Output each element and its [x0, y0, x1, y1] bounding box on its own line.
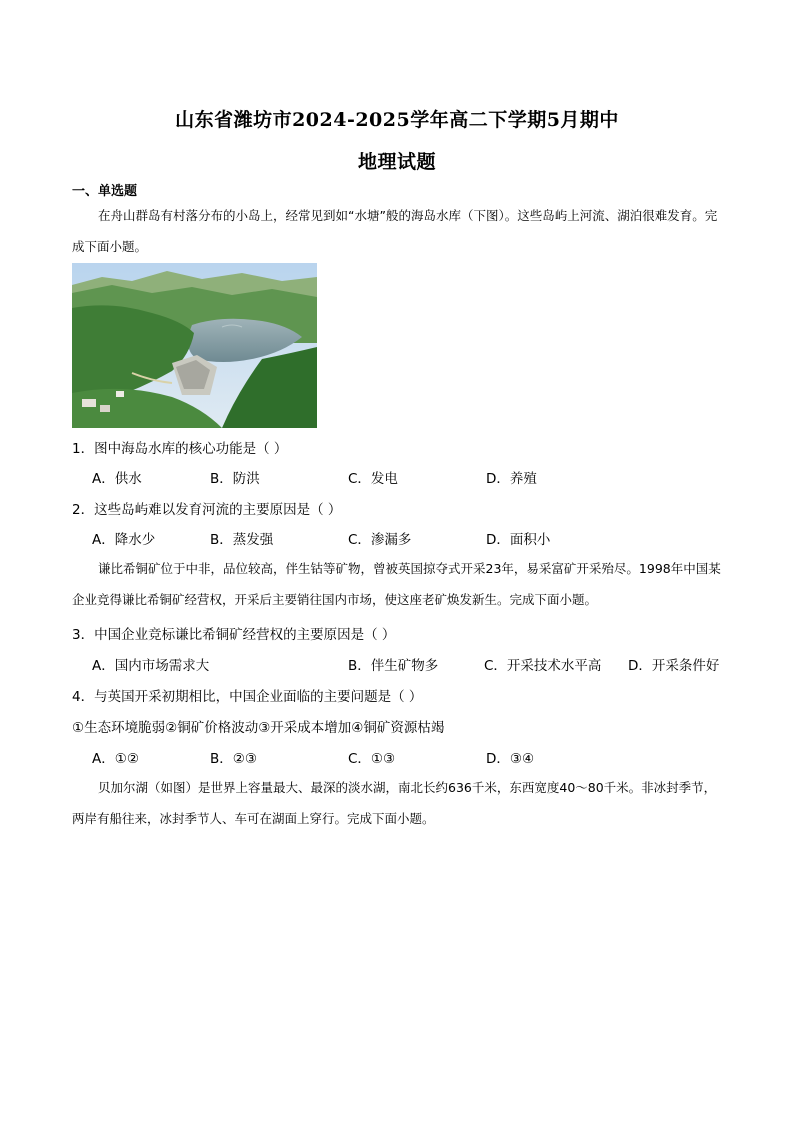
q4-option-a[interactable]: A．①②: [92, 751, 139, 767]
q2-option-c[interactable]: C．渗漏多: [348, 532, 412, 548]
question-4-stem: 4．与英国开采初期相比，中国企业面临的主要问题是（ ）: [72, 689, 423, 705]
q1-option-c[interactable]: C．发电: [348, 471, 398, 487]
q3-option-a[interactable]: A．国内市场需求大: [92, 658, 210, 674]
section-heading: 一、单选题: [72, 184, 138, 199]
q4-option-d[interactable]: D．③④: [486, 751, 535, 767]
passage-island-reservoir: 在舟山群岛有村落分布的小岛上，经常见到如“水塘”般的海岛水库（下图）。这些岛屿上河流、湖泊很难发育。完成下面小题。: [72, 208, 718, 254]
q3-option-c[interactable]: C．开采技术水平高: [484, 658, 602, 674]
reservoir-landscape-image: [72, 263, 317, 428]
question-3-stem: 3．中国企业竞标谦比希铜矿经营权的主要原因是（ ）: [72, 627, 396, 643]
q2-option-b[interactable]: B．蒸发强: [210, 532, 274, 548]
passage-copper-mine: 谦比希铜矿位于中非，品位较高，伴生钴等矿物，曾被英国掠夺式开采23年，易采富矿开采殆尽。1998年中国某企业竞得谦比希铜矿经营权，开采后主要销往国内市场，使这座老矿焕发新生。完成下面小题。: [72, 561, 721, 607]
question-2-stem: 2．这些岛屿难以发育河流的主要原因是（ ）: [72, 502, 342, 518]
page-subtitle: 地理试题: [357, 151, 436, 173]
question-1-stem: 1．图中海岛水库的核心功能是（ ）: [72, 441, 288, 457]
q1-option-a[interactable]: A．供水: [92, 471, 142, 487]
q2-option-d[interactable]: D．面积小: [486, 532, 551, 548]
q1-option-b[interactable]: B．防洪: [210, 471, 260, 487]
q2-option-a[interactable]: A．降水少: [92, 532, 156, 548]
q3-option-b[interactable]: B．伴生矿物多: [348, 658, 439, 674]
passage-lake-baikal: 贝加尔湖（如图）是世界上容量最大、最深的淡水湖，南北长约636千米，东西宽度40～80千米。非冰封季节，两岸有船往来，冰封季节人、车可在湖面上穿行。完成下面小题。: [72, 780, 717, 826]
q1-option-d[interactable]: D．养殖: [486, 471, 537, 487]
q4-option-c[interactable]: C．①③: [348, 751, 396, 767]
question-4-statements: ①生态环境脆弱②铜矿价格波动③开采成本增加④铜矿资源枯竭: [72, 720, 445, 736]
page-title: 山东省潍坊市2024-2025学年高二下学期5月期中: [175, 109, 619, 131]
q3-option-d[interactable]: D．开采条件好: [628, 658, 720, 674]
reservoir-photo: [72, 263, 317, 428]
q4-option-b[interactable]: B．②③: [210, 751, 257, 767]
